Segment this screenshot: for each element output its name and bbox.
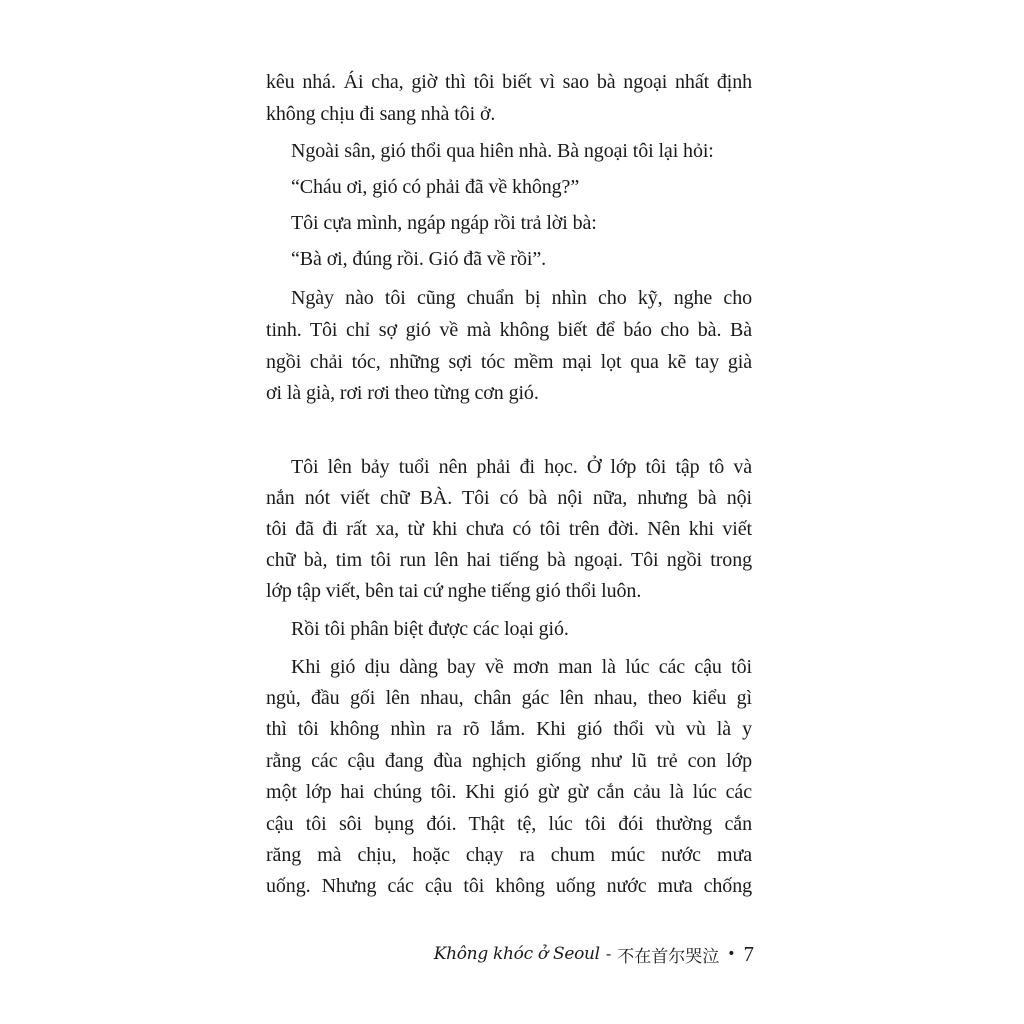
text-line: Tôi lên bảy tuổi nên phải đi học. Ở lớp tôi tập tô và	[291, 456, 752, 478]
text-line: Rồi tôi phân biệt được các loại gió.	[291, 618, 569, 640]
text-line: Ngày nào tôi cũng chuẩn bị nhìn cho kỹ, nghe cho	[291, 287, 752, 309]
footer-chinese-title: 不在首尔哭泣	[617, 946, 720, 967]
text-line: tôi đã đi rất xa, từ khi chưa có tôi trên đời. Nên khi viết	[266, 518, 752, 540]
text-line: cậu tôi sôi bụng đói. Thật tệ, lúc tôi đói thường cắn	[266, 813, 752, 835]
text-line: uống. Nhưng các cậu tôi không uống nước mưa chống	[266, 875, 752, 897]
text-line: Ngoài sân, gió thổi qua hiên nhà. Bà ngoại tôi lại hỏi:	[291, 140, 714, 162]
text-line: Khi gió dịu dàng bay về mơn man là lúc các cậu tôi	[291, 656, 752, 678]
text-line: không chịu đi sang nhà tôi ở.	[266, 103, 496, 125]
page-number: 7	[743, 941, 754, 966]
text-line: thì tôi không nhìn ra rõ lắm. Khi gió thổi vù vù là y	[266, 718, 752, 740]
text-line: ơi là già, rơi rơi theo từng cơn gió.	[266, 382, 539, 404]
text-line: một lớp hai chúng tôi. Khi gió gừ gừ cắn cảu là lúc các	[266, 781, 752, 803]
text-line: kêu nhá. Ái cha, giờ thì tôi biết vì sao bà ngoại nhất định	[266, 71, 752, 93]
text-line: ngồi chải tóc, những sợi tóc mềm mại lọt qua kẽ tay già	[266, 351, 752, 373]
text-line: rằng các cậu đang đùa nghịch giống như lũ trẻ con lớp	[266, 750, 752, 772]
footer-dash: -	[605, 945, 612, 963]
text-line: “Cháu ơi, gió có phải đã về không?”	[291, 176, 580, 198]
text-line: răng mà chịu, hoặc chạy ra chum múc nước mưa	[266, 844, 752, 866]
text-line: lớp tập viết, bên tai cứ nghe tiếng gió thổi luôn.	[266, 580, 642, 602]
footer-bullet: •	[727, 946, 736, 962]
footer-book-title: Không khóc ở Seoul	[433, 944, 600, 964]
text-line: Tôi cựa mình, ngáp ngáp rồi trả lời bà:	[291, 212, 597, 234]
text-line: nắn nót viết chữ BÀ. Tôi có bà nội nữa, nhưng bà nội	[266, 487, 752, 509]
page-footer	[433, 940, 754, 968]
text-line: chữ bà, tim tôi run lên hai tiếng bà ngoại. Tôi ngồi trong	[266, 549, 752, 571]
text-line: ngủ, đầu gối lên nhau, chân gác lên nhau, theo kiểu gì	[266, 687, 752, 709]
text-line: “Bà ơi, đúng rồi. Gió đã về rồi”.	[291, 248, 546, 270]
text-line: tinh. Tôi chỉ sợ gió về mà không biết để báo cho bà. Bà	[266, 319, 752, 341]
